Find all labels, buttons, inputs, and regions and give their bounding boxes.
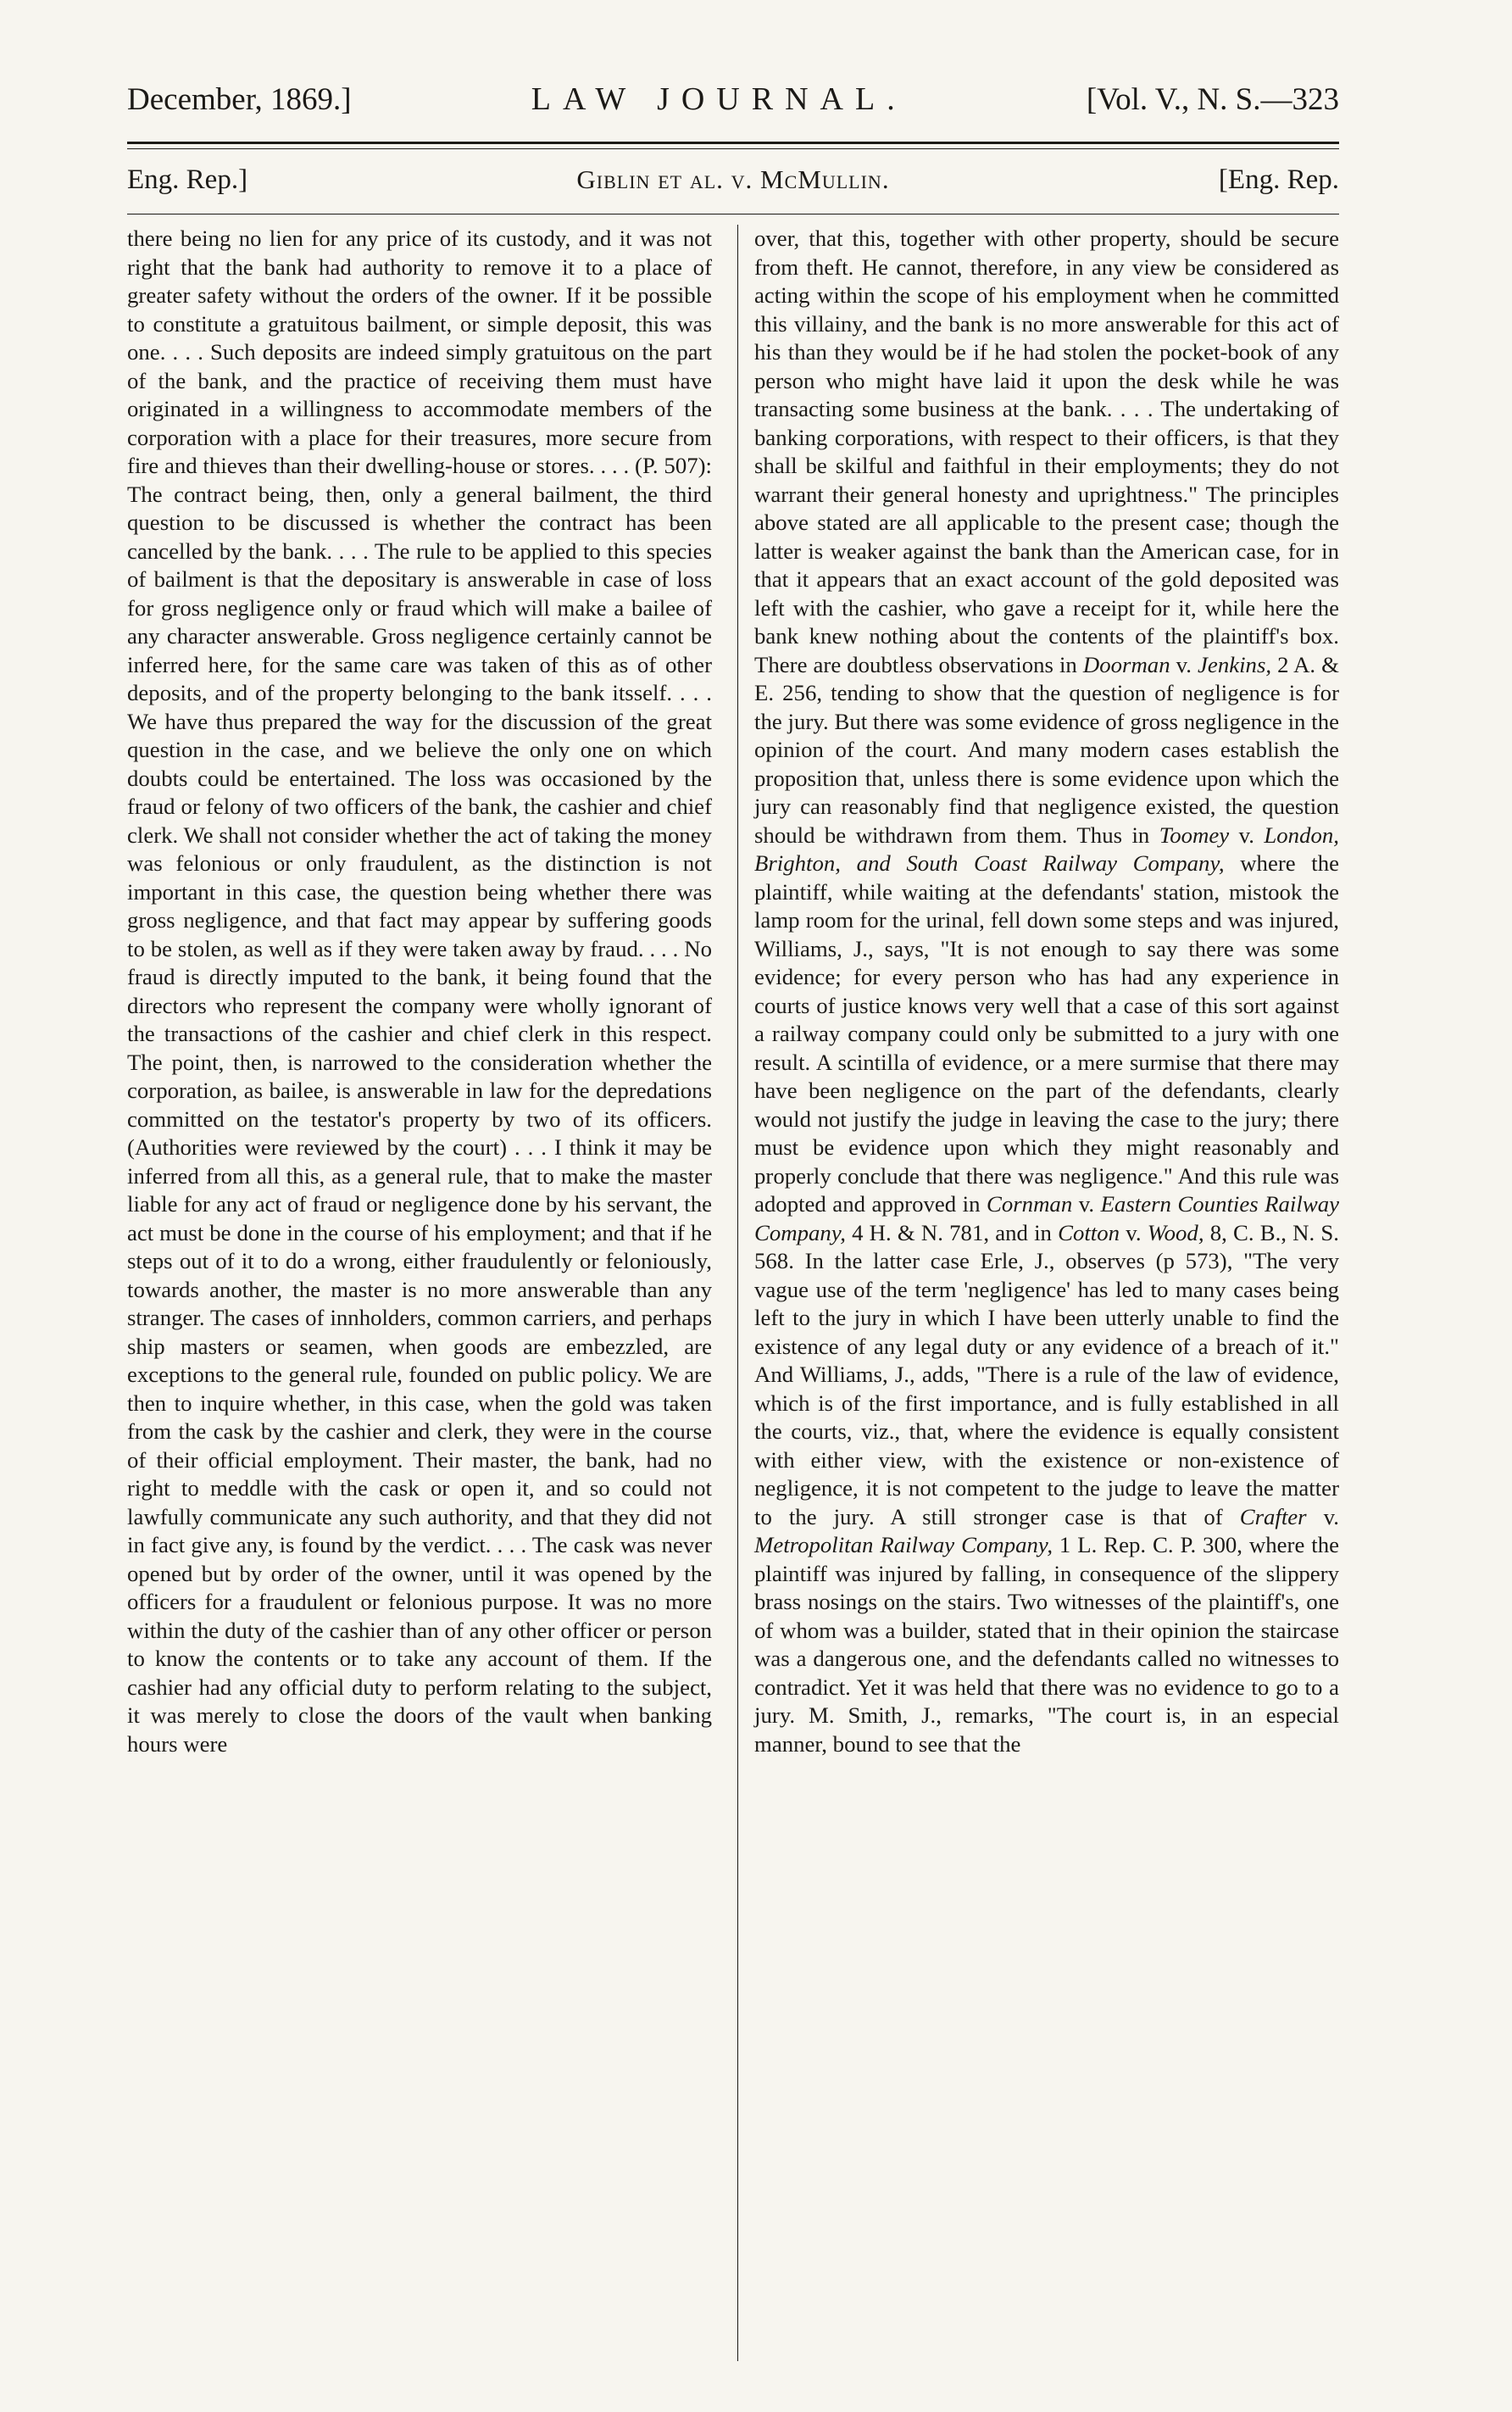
text-run: where the plaintiff, while waiting at the defendants' station, mistook the lamp room for the urinal, fell down some steps and was injured, Williams, J., says, "It is not enough to say there was some evidence; for every person who has had any experience in courts of justice knows very well that a case of this sort against a railway company could only be submitted to a jury with one result. A scintilla of evidence, or a mere surmise that there may have been negligence on the part of the defendants, clearly would not justify the judge in leaving the case to the jury; there must be evidence upon which they might reasonably and properly conclude that there was negligence." And this rule was adopted and approved in [754, 850, 1339, 1217]
case-name-italic: Cotton [1058, 1219, 1120, 1245]
masthead [127, 81, 1339, 131]
case-name-italic: Wood, [1147, 1219, 1204, 1245]
text-run: v. [1170, 651, 1198, 677]
case-name-italic: London, Brighton, and South Coast Railway Company, [754, 822, 1339, 876]
text-run: v. [1120, 1219, 1148, 1245]
text-run: v. [1072, 1191, 1101, 1217]
running-head [127, 164, 1339, 202]
left-column-text: there being no lien for any price of its custody, and it was not right that the bank had authority to remove it to a place of greater safety without the orders of the owner. If it be possible to constitute a gratuitous bailment, or simple deposit, this was one. . . . Such deposits are indeed simply gratuitous on the part of the bank, and the practice of receiving them must have originated in a willingness to accommodate members of the corporation with a place for their treasures, more secure from fire and thieves than their dwelling-house or stores. . . . (P. 507): The contract being, then, only a general bailment, the third question to be discussed is whether the contract has been cancelled by the bank. . . . The rule to be applied to this species of bailment is that the depositary is answerable in case of loss for gross negligence only or fraud which will make a bailee of any character answerable. Gross negligence certainly cannot be inferred here, for the same care was taken of this as of other deposits, and of the property belonging to the bank itsself. . . . We have thus prepared the way for the discussion of the great question in the case, and we believe the only one on which doubts could be entertained. The loss was occasioned by the fraud or felony of two officers of the bank, the cashier and chief clerk. We shall not consider whether the act of taking the money was felonious or only fraudulent, as the distinction is not important in this case, the question being whether there was gross negligence, and that fact may appear by suffering goods to be stolen, as well as if they were taken away by fraud. . . . No fraud is directly imputed to the bank, it being found that the directors who represent the company were wholly ignorant of the transactions of the cashier and chief clerk in this respect. The point, then, is narrowed to the consideration whether the corporation, as bailee, is answerable in law for the depredations committed on the testator's property by two of its officers. (Authorities were reviewed by the court) . . . I think it may be inferred from all this, as a general rule, that to make the master liable for any act of fraud or negligence done by his servant, the act must be done in the course of his employment; and that if he steps out of it to do a wrong, either fraudulently or feloniously, towards another, the master is no more answerable than any stranger. The cases of innholders, common carriers, and perhaps ship masters or seamen, when goods are embezzled, are exceptions to the general rule, founded on public policy. We are then to inquire whether, in this case, when the gold was taken from the cask by the cashier and clerk, they were in the course of their official employment. Their master, the bank, had no right to meddle with the cask or open it, and so could not lawfully communicate any such authority, and that they did not in fact give any, is found by the verdict. . . . The cask was never opened but by order of the owner, until it was opened by the officers for a fraudulent or felonious purpose. It was no more within the duty of the cashier than of any other officer or person to know the contents or to take any account of them. If the cashier had any official duty to perform relating to the subject, it was merely to close the doors of the vault when banking hours were [127, 226, 712, 1757]
text-run: 4 H. & N. 781, and in [845, 1219, 1059, 1245]
text-run: v. [1306, 1503, 1339, 1529]
right-column-text [754, 225, 1339, 1758]
text-run: 1 L. Rep. C. P. 300, where the plaintiff was injured by falling, in consequence of the slippery brass nosings on the stairs. Two witnesses of the plaintiff's, one of whom was a builder, stated that in their opinion the staircase was a dangerous one, and the defendants called no witnesses to contradict. Yet it was held that there was no evidence to go to a jury. M. Smith, J., remarks, "The court is, in an especial manner, bound to see that the [754, 1532, 1339, 1757]
case-name-italic: Eastern Counties Railway Company, [754, 1191, 1339, 1245]
case-name-italic: Jenkins, [1198, 651, 1272, 677]
case-name-italic: Doorman [1082, 651, 1170, 677]
issue-date: December, 1869.] [127, 82, 352, 117]
case-title: Giblin et al. v. McMullin. [576, 164, 890, 194]
right-column [754, 225, 1339, 1758]
body-columns [127, 225, 1339, 1758]
report-label-right: [Eng. Rep. [1218, 164, 1339, 195]
header-double-rule [127, 142, 1339, 149]
column-divider [737, 225, 738, 2361]
text-run: 2 A. & E. 256, tending to show that the question of negligence is for the jury. But there was some evidence of gross negligence in the opinion of the court. And many modern cases establish the proposition that, unless there is some evidence upon which the jury can reasonably find that negligence existed, the question should be withdrawn from them. Thus in [754, 651, 1339, 848]
journal-title: LAW JOURNAL. [531, 81, 907, 117]
text-run: over, that this, together with other property, should be secure from theft. He cannot, therefore, in any view be considered as acting within the scope of his employment when he committed this villainy, and the bank is no more answerable for this act of his than they would be if he had stolen the pocket-book of any person who might have laid it upon the desk while he was transacting some business at the bank. . . . The undertaking of banking corporations, with respect to their officers, is that they shall be skilful and faithful in their employments; they do not warrant their general honesty and uprightness." The principles above stated are all applicable to the present case; though the latter is weaker against the bank than the American case, for in that it appears that an exact account of the gold deposited was left with the cashier, who gave a receipt for it, while here the bank knew nothing about the contents of the plaintiff's box. There are doubtless observations in [754, 226, 1339, 677]
volume-page: [Vol. V., N. S.—323 [1086, 82, 1339, 117]
page [127, 81, 1339, 1758]
case-name-italic: Crafter [1239, 1503, 1307, 1529]
left-column [127, 225, 712, 1758]
text-run: v. [1229, 822, 1265, 848]
report-label-left: Eng. Rep.] [127, 164, 248, 195]
case-name-italic: Metropolitan Railway Company, [754, 1532, 1053, 1557]
case-name-italic: Toomey [1159, 822, 1230, 848]
text-run: 8, C. B., N. S. 568. In the latter case Erle, J., observes (p 573), "The very vague use of the term 'negligence' has led to many cases being left to the jury in which I have been utterly unable to find the existence of any legal duty or any evidence of a breach of it." And Williams, J., adds, "There is a rule of the law of evidence, which is of the first importance, and is fully established in all the courts, viz., that, where the evidence is equally consistent with either view, with the existence or non-existence of negligence, it is not competent to the judge to leave the matter to the jury. A still stronger case is that of [754, 1219, 1339, 1529]
case-name-italic: Cornman [986, 1191, 1073, 1217]
